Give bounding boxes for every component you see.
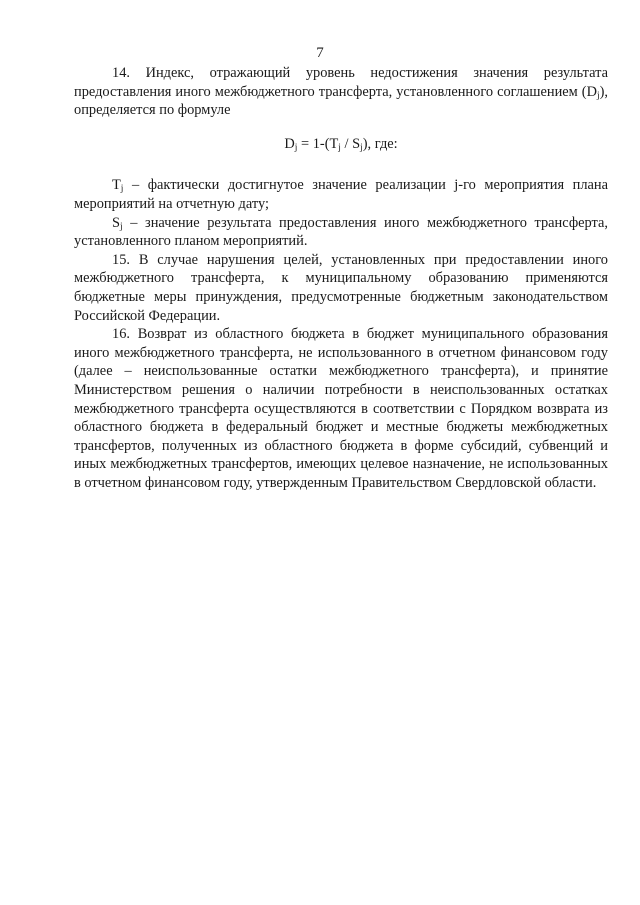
formula [74, 135, 608, 154]
definition-s [74, 214, 608, 251]
formula-d: D [284, 135, 295, 152]
paragraph-14-subscript: j [596, 90, 600, 101]
document-body [74, 64, 608, 492]
definition-t [74, 176, 608, 213]
paragraph-15: 15. В случае нарушения целей, установленных при предоставлении иного межбюджетного трансферта, к муниципальному образованию применяются бюджетные меры принуждения, предусмотренные бюджетным законодательством Российской Федерации. [74, 251, 608, 324]
formula-s-subscript: j [360, 142, 363, 153]
definition-t-subscript: j [120, 184, 124, 195]
definition-t-text: – фактически достигнутое значение реализации j-го мероприятия плана мероприятий на отчетную дату; [74, 177, 608, 212]
paragraph-14-text: 14. Индекс, отражающий уровень недостижения значения результата предоставления иного межбюджетного трансферта, установленного соглашением (D [74, 65, 608, 100]
paragraph-14-end: ), определяется по формуле [74, 83, 608, 119]
formula-t-subscript: j [338, 142, 341, 153]
definition-s-symbol: S [112, 214, 121, 231]
formula-part-1: = 1-(T [297, 135, 339, 152]
formula-part-2: / S [340, 135, 361, 152]
definition-s-text: – значение результата предоставления иного межбюджетного трансферта, установленного планом мероприятий. [74, 214, 608, 250]
formula-end: ), где: [362, 135, 398, 152]
formula-d-subscript: j [294, 142, 298, 153]
definition-s-subscript: j [120, 221, 123, 232]
paragraph-16: 16. Возврат из областного бюджета в бюджет муниципального образования иного межбюджетного трансферта, не использованного в отчетном финансовом году (далее – неиспользованные остатки межбюджетного трансферта), и принятие Министерством решения о наличии потребности в неиспользованных остатках межбюджетного трансферта осуществляются в соответствии с Порядком возврата из областного бюджета в федеральный бюджет и местные бюджеты межбюджетных трансфертов, полученных из областного бюджета в форме субсидий, субвенций и иных межбюджетных трансфертов, имеющих целевое назначение, не использованных в отчетном финансовом году, утвержденным Правительством Свердловской области. [74, 326, 608, 491]
paragraph-14 [74, 64, 608, 120]
definition-t-symbol: T [112, 177, 121, 194]
page-number: 7 [316, 45, 324, 61]
